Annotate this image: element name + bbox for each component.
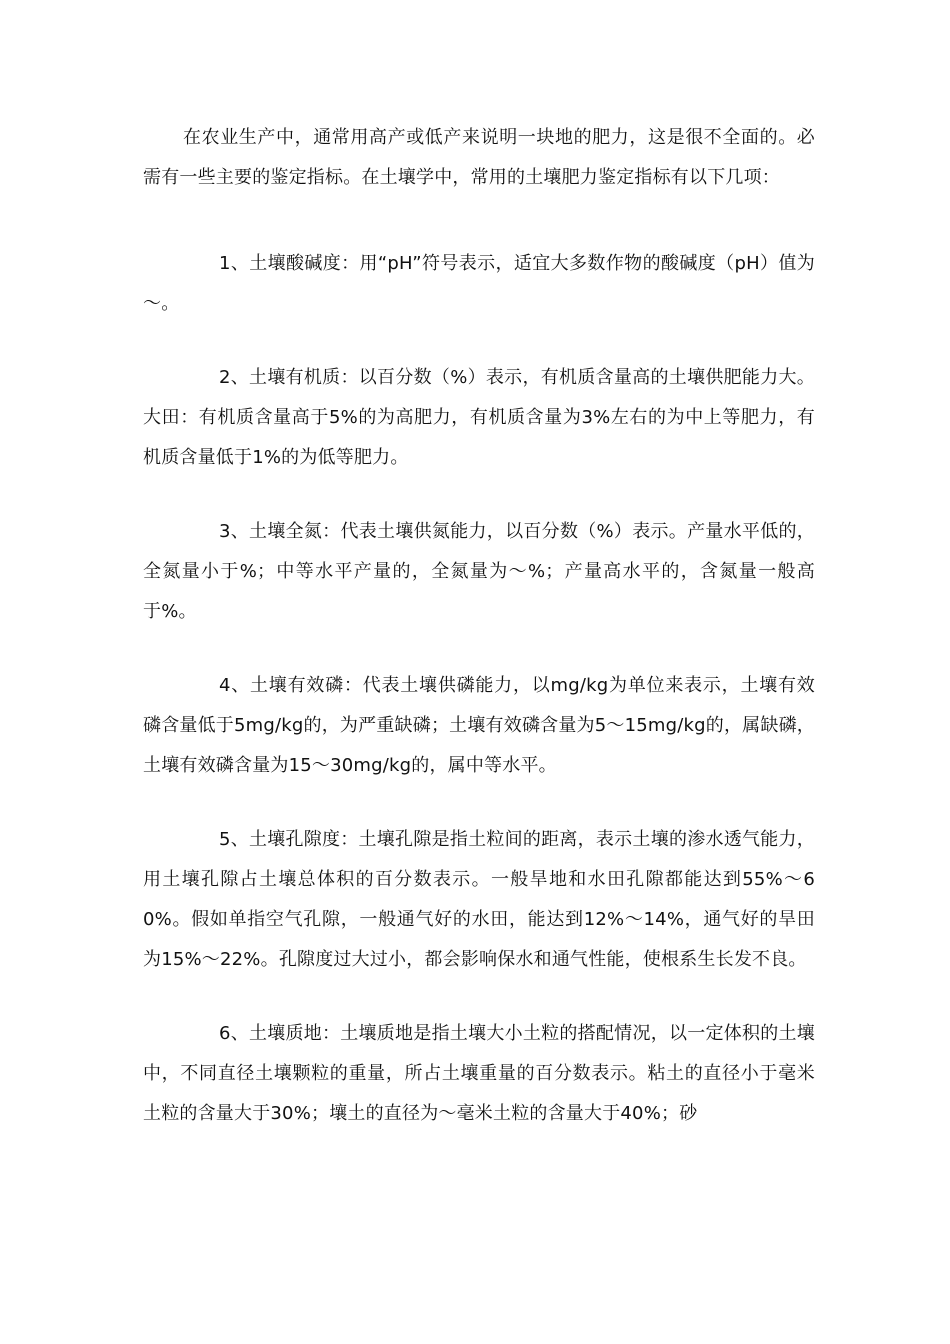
indicator-total-nitrogen: 3、土壤全氮：代表土壤供氮能力，以百分数（%）表示。产量水平低的，全氮量小于%；中等水平产量的，全氮量为～%；产量高水平的，含氮量一般高于%。 — [143, 521, 815, 622]
indicator-ph: 1、土壤酸碱度：用“pH”符号表示，适宜大多数作物的酸碱度（pH）值为～。 — [143, 253, 815, 314]
document-body — [143, 118, 815, 1134]
indicator-soil-texture: 6、土壤质地：土壤质地是指土壤大小土粒的搭配情况，以一定体积的土壤中，不同直径土壤颗粒的重量，所占土壤重量的百分数表示。粘土的直径小于毫米土粒的含量大于30%；壤土的直径为～毫米土粒的含量大于40%；砂 — [143, 1023, 815, 1124]
indicator-organic-matter: 2、土壤有机质：以百分数（%）表示，有机质含量高的土壤供肥能力大。大田：有机质含量高于5%的为高肥力，有机质含量为3%左右的为中上等肥力，有机质含量低于1%的为低等肥力。 — [143, 367, 815, 468]
intro-paragraph: 在农业生产中，通常用高产或低产来说明一块地的肥力，这是很不全面的。必需有一些主要的鉴定指标。在土壤学中，常用的土壤肥力鉴定指标有以下几项： — [143, 127, 815, 188]
indicator-available-phosphorus: 4、土壤有效磷：代表土壤供磷能力，以mg/kg为单位来表示，土壤有效磷含量低于5mg/kg的，为严重缺磷；土壤有效磷含量为5～15mg/kg的，属缺磷，土壤有效磷含量为15～30mg/kg的，属中等水平。 — [143, 675, 815, 776]
indicator-porosity: 5、土壤孔隙度：土壤孔隙是指土粒间的距离，表示土壤的渗水透气能力，用土壤孔隙占土壤总体积的百分数表示。一般旱地和水田孔隙都能达到55%～60%。假如单指空气孔隙，一般通气好的水田，能达到12%～14%，通气好的旱田为15%～22%。孔隙度过大过小，都会影响保水和通气性能，使根系生长发不良。 — [143, 829, 815, 970]
